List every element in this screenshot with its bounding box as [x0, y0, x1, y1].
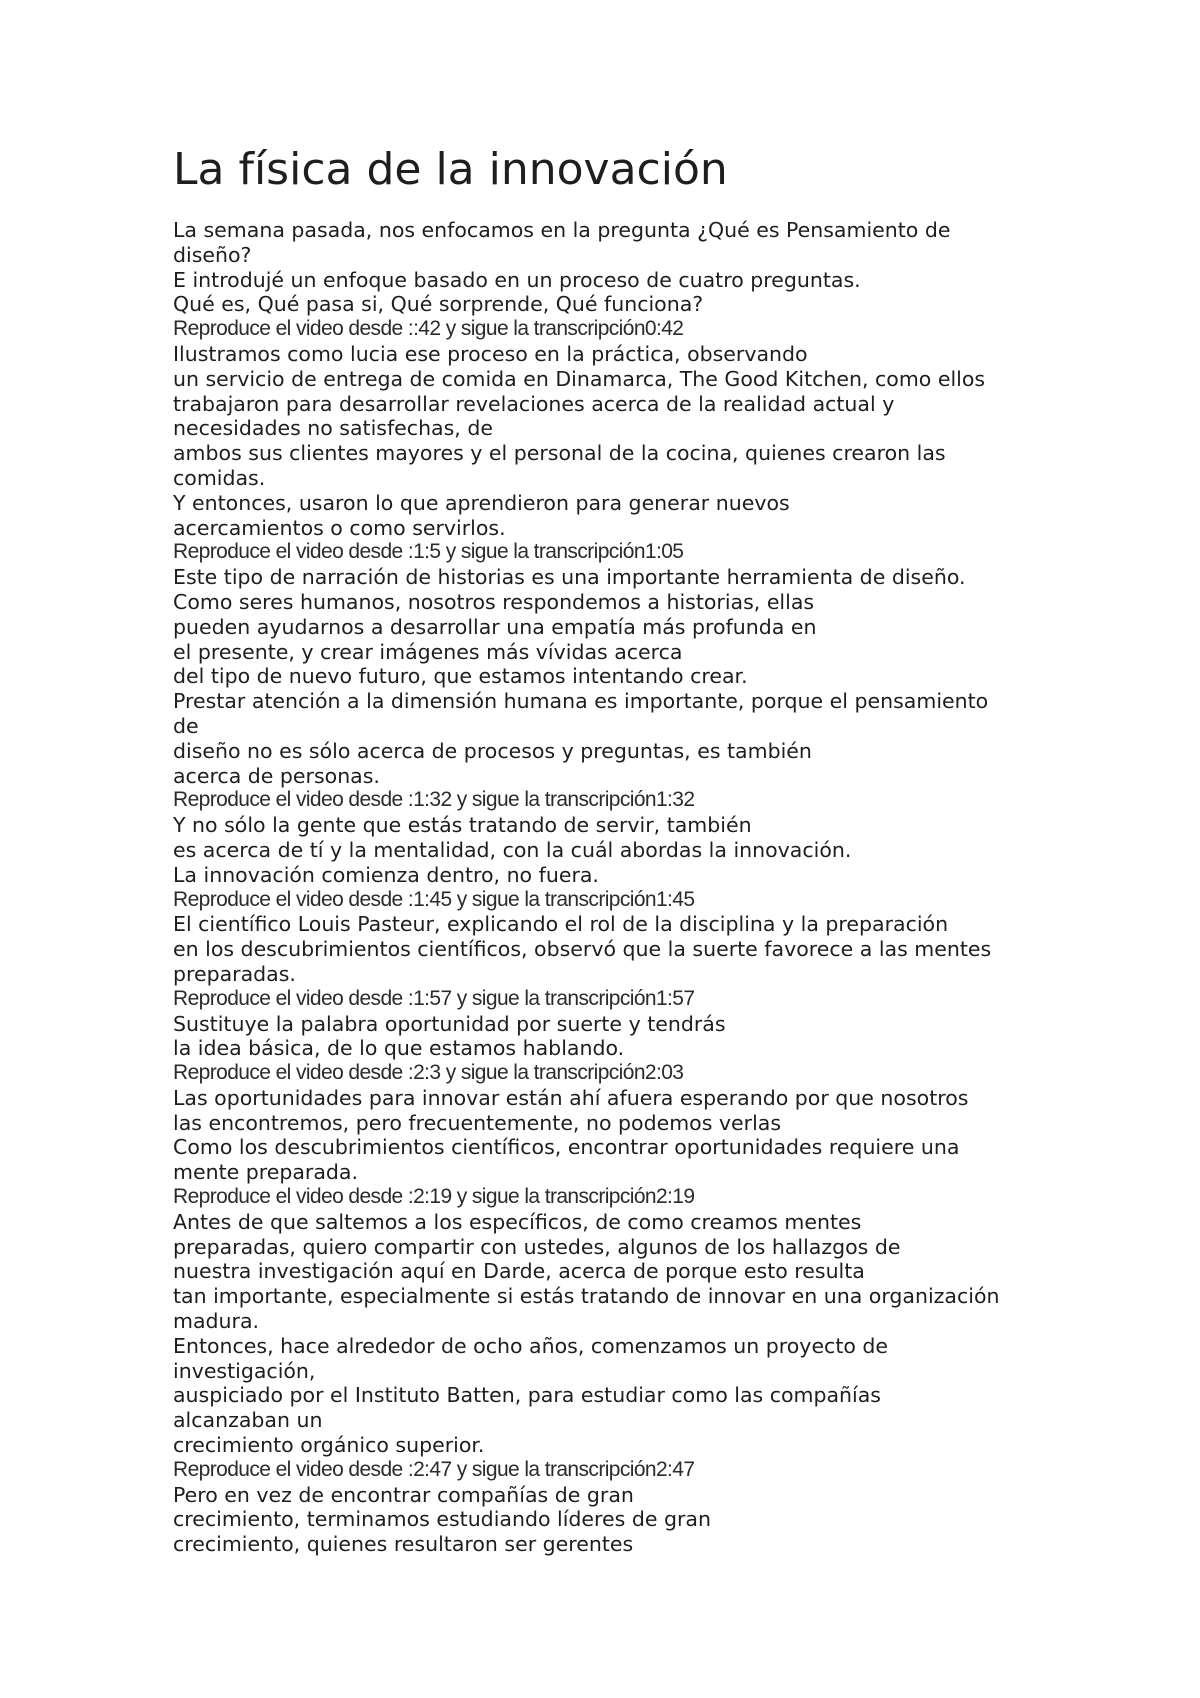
timestamp-link[interactable]: Reproduce el video desde :2:3 y sigue la transcripción2:03: [173, 1061, 684, 1085]
transcript-line: crecimiento, quienes resultaron ser gerentes: [173, 1532, 634, 1557]
timestamp-link[interactable]: Reproduce el video desde :2:47 y sigue la transcripción2:47: [173, 1457, 695, 1481]
transcript-line: acerca de personas.: [173, 763, 380, 788]
transcript-line: Como seres humanos, nosotros respondemos a historias, ellas: [173, 589, 815, 614]
timestamp-link[interactable]: Reproduce el video desde ::42 y sigue la transcripción0:42: [173, 317, 684, 341]
transcript-line: Este tipo de narración de historias es una importante herramienta de diseño.: [173, 565, 966, 590]
transcript-line: tan importante, especialmente si estás tratando de innovar en una organización: [173, 1284, 1000, 1309]
transcript-line: Y entonces, usaron lo que aprendieron para generar nuevos: [173, 490, 790, 515]
page-title: La física de la innovación: [173, 144, 728, 195]
timestamp-link[interactable]: Reproduce el video desde :1:32 y sigue la transcripción1:32: [173, 788, 695, 812]
timestamp-link[interactable]: Reproduce el video desde :2:19 y sigue la transcripción2:19: [173, 1185, 695, 1209]
transcript-line: diseño?: [173, 242, 252, 267]
transcript-line: Qué es, Qué pasa si, Qué sorprende, Qué funciona?: [173, 292, 704, 317]
transcript-line: Las oportunidades para innovar están ahí afuera esperando por que nosotros: [173, 1085, 969, 1110]
transcript-line: acercamientos o como servirlos.: [173, 515, 506, 540]
transcript-line: madura.: [173, 1309, 260, 1334]
document-page: [173, 140, 1053, 1557]
transcript-line: Pero en vez de encontrar compañías de gran: [173, 1482, 634, 1507]
transcript-line: Entonces, hace alrededor de ocho años, comenzamos un proyecto de: [173, 1333, 889, 1358]
transcript-line: de: [173, 713, 199, 738]
transcript-line: Ilustramos como lucia ese proceso en la práctica, observando: [173, 341, 808, 366]
transcript-line: comidas.: [173, 465, 266, 490]
transcript-line: nuestra investigación aquí en Darde, acerca de porque esto resulta: [173, 1259, 865, 1284]
transcript-line: las encontremos, pero frecuentemente, no podemos verlas: [173, 1110, 782, 1135]
timestamp-link[interactable]: Reproduce el video desde :1:5 y sigue la transcripción1:05: [173, 540, 684, 564]
transcript-line: Y no sólo la gente que estás tratando de servir, también: [173, 813, 752, 838]
transcript-line: pueden ayudarnos a desarrollar una empatía más profunda en: [173, 614, 817, 639]
transcript-line: auspiciado por el Instituto Batten, para estudiar como las compañías: [173, 1383, 881, 1408]
transcript-line: Como los descubrimientos científicos, encontrar oportunidades requiere una: [173, 1135, 960, 1160]
transcript-line: necesidades no satisfechas, de: [173, 416, 493, 441]
timestamp-link[interactable]: Reproduce el video desde :1:57 y sigue la transcripción1:57: [173, 986, 695, 1010]
transcript-line: El científico Louis Pasteur, explicando el rol de la disciplina y la preparación: [173, 912, 949, 937]
transcript-line: La innovación comienza dentro, no fuera.: [173, 862, 599, 887]
transcript-line: La semana pasada, nos enfocamos en la pregunta ¿Qué es Pensamiento de: [173, 218, 951, 242]
transcript-line: investigación,: [173, 1358, 316, 1383]
transcript-body: [173, 218, 1053, 1557]
transcript-line: del tipo de nuevo futuro, que estamos intentando crear.: [173, 664, 748, 689]
transcript-line: diseño no es sólo acerca de procesos y preguntas, es también: [173, 738, 812, 763]
transcript-line: el presente, y crear imágenes más vívidas acerca: [173, 639, 683, 664]
timestamp-link[interactable]: Reproduce el video desde :1:45 y sigue la transcripción1:45: [173, 887, 695, 911]
transcript-line: la idea básica, de lo que estamos hablando.: [173, 1036, 625, 1061]
transcript-line: crecimiento orgánico superior.: [173, 1433, 485, 1458]
transcript-line: en los descubrimientos científicos, observó que la suerte favorece a las mentes: [173, 937, 992, 962]
transcript-line: E introdujé un enfoque basado en un proceso de cuatro preguntas.: [173, 267, 861, 292]
transcript-line: Sustituye la palabra oportunidad por suerte y tendrás: [173, 1011, 726, 1036]
transcript-line: Antes de que saltemos a los específicos, de como creamos mentes: [173, 1209, 862, 1234]
transcript-line: crecimiento, terminamos estudiando líderes de gran: [173, 1507, 711, 1532]
transcript-line: preparadas, quiero compartir con ustedes, algunos de los hallazgos de: [173, 1234, 901, 1259]
transcript-line: es acerca de tí y la mentalidad, con la cuál abordas la innovación.: [173, 837, 852, 862]
transcript-line: preparadas.: [173, 961, 296, 986]
transcript-line: mente preparada.: [173, 1160, 359, 1185]
transcript-line: Prestar atención a la dimensión humana es importante, porque el pensamiento: [173, 689, 989, 714]
transcript-line: trabajaron para desarrollar revelaciones acerca de la realidad actual y: [173, 391, 895, 416]
transcript-line: un servicio de entrega de comida en Dinamarca, The Good Kitchen, como ellos: [173, 366, 986, 391]
transcript-line: alcanzaban un: [173, 1408, 323, 1433]
transcript-line: ambos sus clientes mayores y el personal de la cocina, quienes crearon las: [173, 441, 946, 466]
